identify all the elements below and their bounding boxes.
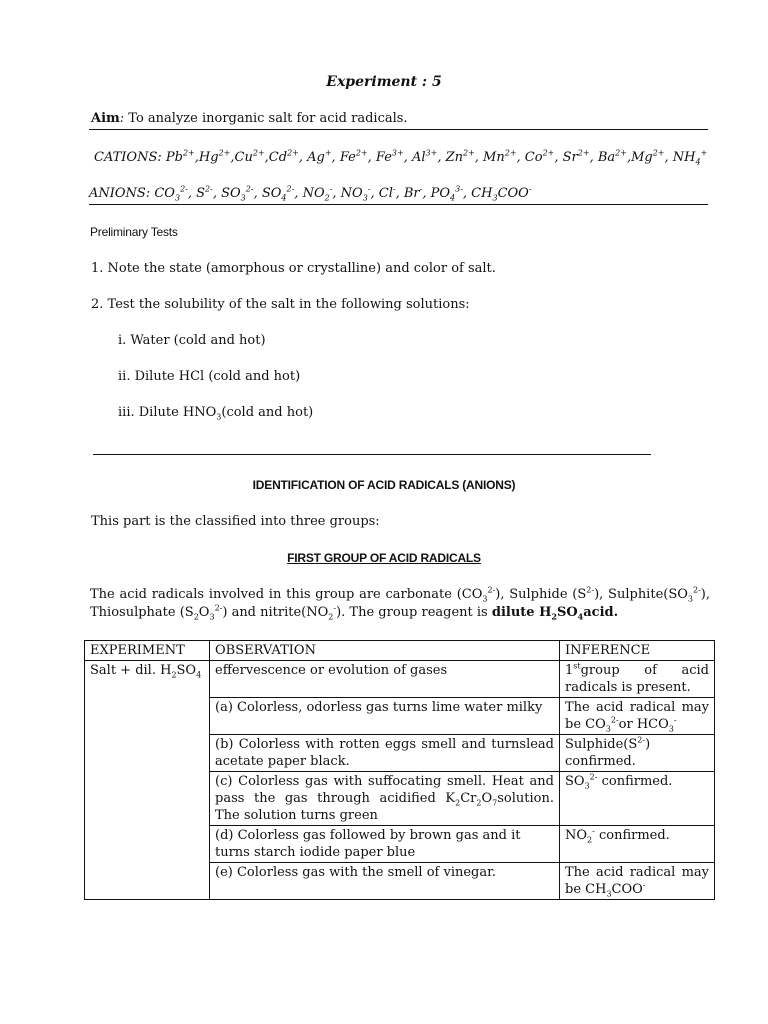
- inference-cell: [560, 772, 715, 826]
- para-sub: 2: [328, 612, 334, 622]
- preliminary-item-1: 1. Note the state (amorphous or crystalline) and color of salt.: [91, 261, 496, 276]
- cations-ion-base: Hg: [198, 150, 219, 165]
- inference-sub: 3: [668, 724, 674, 734]
- cations-ion: [199, 150, 235, 165]
- para-text: ) and nitrite(NO: [222, 605, 329, 620]
- anions-ion-sub: 3: [492, 193, 498, 203]
- cations-ion-sep: ,: [516, 150, 525, 165]
- cations-list: [166, 150, 707, 165]
- cations-ion: [166, 150, 199, 165]
- inference-sup: -: [673, 715, 677, 725]
- aim-label: Aim: [91, 111, 120, 126]
- anions-ion: [404, 186, 431, 201]
- anions-ion-sep: ,: [462, 186, 472, 201]
- inference-text: confirmed.: [597, 774, 673, 789]
- anions-ion-sub: 2: [324, 193, 330, 203]
- cations-ion: [673, 150, 708, 165]
- cations-ion: [235, 150, 269, 165]
- anions-ion-sup: -: [528, 184, 532, 194]
- anions-ion: [262, 186, 303, 201]
- cations-ion-sup: 2+: [355, 148, 368, 158]
- experiment-title: Experiment : 5: [326, 74, 442, 90]
- cations-ion-base: Cu: [234, 150, 253, 165]
- experiment-cell: [85, 661, 210, 900]
- cations-ion-sep: ,: [664, 150, 673, 165]
- cations-ion-sup: 2+: [504, 148, 517, 158]
- hno3-subscript: 3: [216, 412, 222, 422]
- cations-ion-sep: ,: [367, 150, 376, 165]
- identification-heading: IDENTIFICATION OF ACID RADICALS (ANIONS): [252, 478, 516, 492]
- inference-sub: 2: [587, 835, 593, 845]
- inference-cell: [560, 863, 715, 900]
- anions-ion: [303, 186, 341, 201]
- anions-ion-sub: 3: [362, 193, 368, 203]
- hno3-suffix: (cold and hot): [221, 405, 314, 420]
- para-sup: 2-: [214, 603, 223, 613]
- groups-intro: This part is the classified into three groups:: [91, 514, 380, 529]
- table-header-row: [85, 641, 715, 661]
- inference-cell: [560, 661, 715, 698]
- solubility-hcl: ii. Dilute HCl (cold and hot): [118, 369, 301, 384]
- preliminary-heading: Preliminary Tests: [90, 225, 178, 239]
- anions-ion: [431, 186, 472, 201]
- para-sup: 2-: [586, 585, 595, 595]
- header-experiment: EXPERIMENT: [85, 641, 210, 661]
- anions-ion: [341, 186, 379, 201]
- anions-ion-base: CO: [154, 186, 175, 201]
- inference-text: group of acid radicals is present.: [565, 663, 709, 695]
- cations-ion-base: Co: [524, 150, 543, 165]
- anions-label: ANIONS:: [89, 186, 155, 201]
- anions-ion-sup: -: [329, 184, 333, 194]
- cations-ion: [563, 150, 598, 165]
- cations-ion: [269, 150, 307, 165]
- inference-text: Sulphide(S: [565, 737, 638, 752]
- para-text: ), Sulphide (S: [495, 587, 587, 602]
- cations-ion-sep: ,: [437, 150, 446, 165]
- inference-sub: 3: [606, 889, 612, 899]
- cations-ion-base: Mg: [631, 150, 653, 165]
- anions-ion-sup: 2-: [286, 184, 295, 194]
- anions-ion-sup: 2-: [245, 184, 254, 194]
- anions-ion-base: S: [196, 186, 206, 201]
- inference-cell: [560, 735, 715, 772]
- inference-sub: 3: [605, 724, 611, 734]
- para-text: The acid radicals involved in this group are carbonate (CO: [90, 587, 483, 602]
- cations-ion: [598, 150, 631, 165]
- cations-ion-sup: 2+: [182, 148, 195, 158]
- reagent-text: dilute H: [491, 605, 552, 620]
- first-group-paragraph: [90, 586, 710, 622]
- anions-ion-sep: ,: [332, 186, 341, 201]
- inference-cell: [560, 826, 715, 863]
- header-observation: OBSERVATION: [210, 641, 560, 661]
- observation-cell: (b) Colorless with rotten eggs smell and turnslead acetate paper black.: [210, 735, 560, 772]
- anions-ion: [196, 186, 221, 201]
- para-sub: 3: [209, 612, 215, 622]
- observation-sub: 7: [492, 798, 498, 808]
- cations-ion-sup: +: [324, 148, 332, 158]
- para-sub: 3: [687, 594, 693, 604]
- solubility-water: i. Water (cold and hot): [118, 333, 266, 348]
- para-text: ), Sulphite(SO: [594, 587, 688, 602]
- cations-ion-base: Cd: [268, 150, 288, 165]
- inference-sub: 3: [584, 781, 590, 791]
- aim-line: [91, 111, 408, 126]
- observation-sub: 2: [455, 798, 461, 808]
- cations-ion-sep: ,: [403, 150, 412, 165]
- cations-ion-sup: 2+: [462, 148, 475, 158]
- inference-cell: [560, 698, 715, 735]
- anions-ion-sup: 3-: [455, 184, 463, 194]
- cations-ion-sep: ,: [298, 150, 308, 165]
- cations-ion: [483, 150, 525, 165]
- observation-text: Cr: [460, 791, 477, 806]
- cations-ion: [631, 150, 673, 165]
- inference-text: SO: [565, 774, 585, 789]
- anions-ion-base: SO: [261, 186, 282, 201]
- para-text: O: [198, 605, 210, 620]
- cations-ion-sup: 2+: [287, 148, 299, 158]
- anions-ion-base2: COO: [497, 186, 529, 201]
- anions-list: [154, 186, 531, 201]
- observation-cell: (a) Colorless, odorless gas turns lime water milky: [210, 698, 560, 735]
- inference-text: ) confirmed.: [565, 737, 651, 769]
- anions-ion-base: NO: [340, 186, 363, 201]
- anions-ion-sep: ,: [395, 186, 404, 201]
- experiment-text: SO: [176, 663, 197, 678]
- observation-cell: [210, 772, 560, 826]
- experiment-text: Salt + dil. H: [90, 663, 172, 678]
- experiment-sub: 2: [171, 670, 177, 680]
- observation-table: [84, 640, 715, 900]
- anions-ion: [379, 186, 404, 201]
- anions-ion-sup: 2-: [205, 184, 213, 194]
- cations-ion-sep: ,: [331, 150, 340, 165]
- anions-line: [89, 186, 532, 201]
- anions-ion-sub: 4: [281, 193, 287, 203]
- cations-ion-sup: 2+: [577, 148, 590, 158]
- anions-ion-sub: 3: [240, 193, 246, 203]
- inference-text: NO: [565, 828, 588, 843]
- cations-ion-base: Fe: [339, 150, 356, 165]
- cations-ion-sub: 4: [695, 157, 701, 167]
- section-divider: [93, 454, 651, 456]
- para-sup: 2-: [487, 585, 496, 595]
- reagent-text: acid.: [583, 605, 619, 620]
- reagent-sub: 2: [551, 611, 557, 622]
- cations-line: [94, 150, 707, 165]
- cations-ion-base: Sr: [562, 150, 578, 165]
- cations-ion-base: Ag: [307, 150, 325, 165]
- first-group-heading: FIRST GROUP OF ACID RADICALS: [287, 551, 481, 565]
- anions-ion-sup: -: [419, 184, 423, 194]
- cations-ion-sep: ,: [474, 150, 484, 165]
- observation-text: (c) Colorless gas with suffocating smell. Heat and pass the gas through acidified K: [215, 774, 554, 806]
- inference-text: The acid radical may be CH: [565, 865, 709, 897]
- para-sub: 3: [482, 594, 488, 604]
- cations-label: CATIONS:: [94, 150, 166, 165]
- para-sup: -: [333, 603, 337, 613]
- observation-text: O: [481, 791, 493, 806]
- cations-ion-sep: ,: [554, 150, 563, 165]
- inference-sup: -: [592, 826, 595, 836]
- anions-ion-base: NO: [302, 186, 325, 201]
- inference-text: The acid radical may be CO: [565, 700, 709, 732]
- inference-text: 1: [565, 663, 574, 678]
- anions-ion-sep: ,: [422, 186, 431, 201]
- anions-ion-base: CH: [471, 186, 493, 201]
- aim-colon: :: [119, 111, 125, 126]
- aim-rule: [89, 129, 708, 130]
- inference-sup: 2-: [610, 715, 619, 725]
- cations-ion: [525, 150, 563, 165]
- anions-ion: [154, 186, 196, 201]
- anions-ion: [221, 186, 262, 201]
- observation-cell: (d) Colorless gas followed by brown gas and it turns starch iodide paper blue: [210, 826, 560, 863]
- header-inference: INFERENCE: [560, 641, 715, 661]
- reagent-text: SO: [556, 605, 578, 620]
- cations-ion-base: Ba: [597, 150, 616, 165]
- inference-text: confirmed.: [594, 828, 670, 843]
- inference-text: or HCO: [618, 717, 669, 732]
- aim-text: To analyze inorganic salt for acid radicals.: [124, 111, 408, 126]
- cations-ion: [446, 150, 483, 165]
- table-row: [85, 661, 715, 698]
- anions-ion-base: Cl: [378, 186, 393, 201]
- preliminary-item-2: 2. Test the solubility of the salt in the following solutions:: [91, 297, 470, 312]
- inference-sup: 2-: [637, 735, 646, 745]
- para-sup: 2-: [693, 585, 701, 595]
- cations-ion-sep: ,: [230, 150, 235, 165]
- anions-ion-sep: ,: [212, 186, 222, 201]
- cations-ion: [307, 150, 340, 165]
- anions-ion-base: PO: [430, 186, 451, 201]
- cations-ion-sep: ,: [264, 150, 269, 165]
- reagent-sub: 4: [577, 611, 584, 622]
- anions-rule: [89, 204, 708, 205]
- para-sub: 2: [193, 612, 199, 622]
- anions-ion-sep: ,: [187, 186, 197, 201]
- anions-ion-sep: ,: [370, 186, 379, 201]
- anions-ion-sep: ,: [294, 186, 303, 201]
- cations-ion-base: Fe: [375, 150, 392, 165]
- cations-ion-sup: 2+: [652, 148, 665, 158]
- inference-sup: 2-: [589, 772, 598, 782]
- solubility-hno3: [118, 405, 313, 420]
- anions-ion-sub: 3: [174, 193, 181, 203]
- cations-ion-base: Pb: [165, 150, 183, 165]
- anions-ion-sup: 2-: [180, 184, 188, 194]
- cations-ion-sup: 3+: [391, 148, 404, 158]
- cations-ion-sep: ,: [626, 150, 632, 165]
- cations-ion-sep: ,: [194, 150, 199, 165]
- anions-ion-sep: ,: [253, 186, 262, 201]
- inference-text: COO: [611, 882, 643, 897]
- anions-ion: [471, 186, 531, 201]
- anions-ion-sub: 4: [450, 193, 456, 203]
- cations-ion-base: NH: [672, 150, 696, 165]
- cations-ion-base: Al: [411, 150, 426, 165]
- group-reagent: [492, 605, 618, 620]
- observation-cell: effervescence or evolution of gases: [210, 661, 560, 698]
- cations-ion: [376, 150, 412, 165]
- anions-ion-sup: -: [367, 184, 371, 194]
- cations-ion-sup: 2+: [218, 148, 231, 158]
- cations-ion-sep: ,: [589, 150, 598, 165]
- cations-ion-sup: 2+: [252, 148, 265, 158]
- para-text: ), Thiosulphate (S: [90, 587, 711, 620]
- hno3-text: iii. Dilute HNO: [118, 405, 217, 420]
- experiment-sub: 4: [196, 670, 202, 680]
- cations-ion: [412, 150, 446, 165]
- anions-ion-sup: -: [392, 184, 396, 194]
- anions-ion-base: Br: [403, 186, 420, 201]
- cations-ion-base: Zn: [445, 150, 463, 165]
- inference-sup: -: [642, 880, 646, 890]
- observation-sub: 2: [476, 798, 482, 808]
- observation-cell: (e) Colorless gas with the smell of vinegar.: [210, 863, 560, 900]
- cations-ion-sup: 2+: [615, 148, 627, 158]
- cations-ion-sup: +: [700, 148, 708, 158]
- cations-ion-sup: 2+: [542, 148, 555, 158]
- para-text: ). The group reagent is: [336, 605, 492, 620]
- cations-ion: [340, 150, 376, 165]
- inference-sup: st: [573, 661, 581, 671]
- cations-ion-base: Mn: [483, 150, 505, 165]
- cations-ion-sup: 3+: [425, 148, 438, 158]
- anions-ion-base: SO: [221, 186, 241, 201]
- observation-text: solution. The solution turns green: [215, 791, 554, 823]
